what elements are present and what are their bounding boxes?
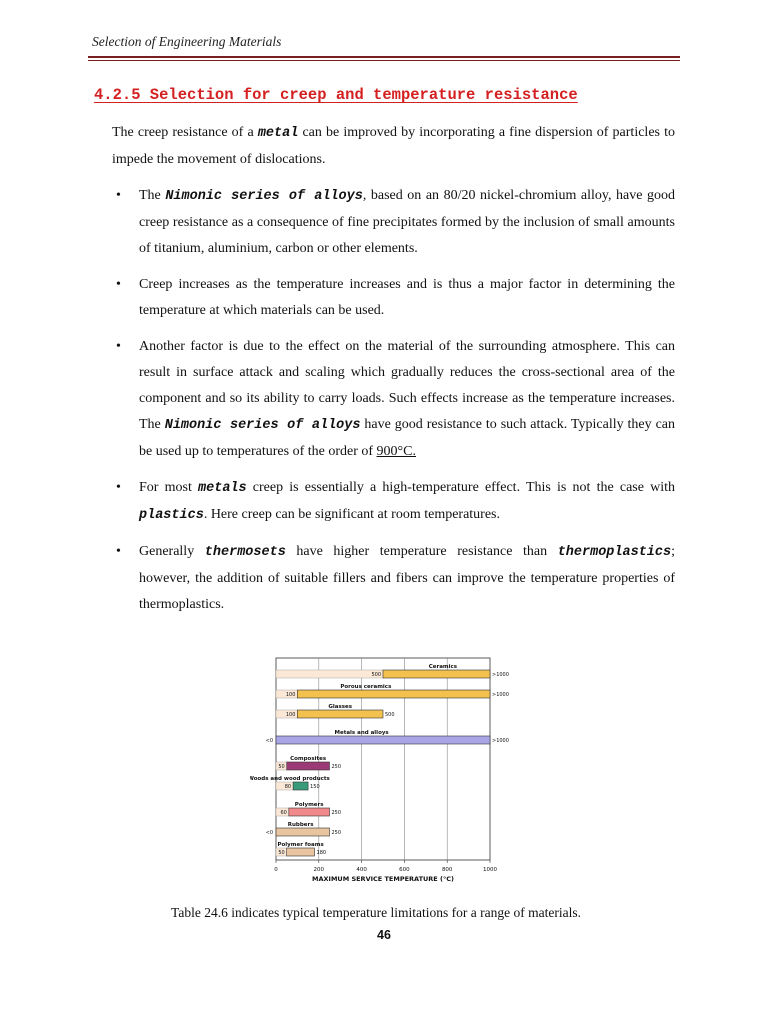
bar-high-label: 150 [310,784,320,790]
bullet-text: . Here creep can be significant at room temperatures. [203,507,501,522]
bar-low-label: 100 [285,692,296,698]
bullet-text: creep is essentially a high-temperature effect. This is not the case with [246,480,675,495]
bullet-text: Another factor is due to the effect on the material of the surrounding atmosphere. This can result in surface attack and scaling which gradually reduces the cross-sectional area of the component and so its ability to carry loads. Such effects increase as the temperature increases. The [139,339,675,432]
category-label: Glasses [328,704,353,710]
running-header: Selection of Engineering Materials [92,34,282,49]
term-nimonic: Nimonic series of alloys [164,418,361,433]
x-tick-label: 600 [399,867,410,873]
bullet-metals-plastics [112,475,675,529]
bar-low-label: <0 [265,738,273,744]
x-tick-label: 200 [313,867,325,873]
bullet-text: have good resistance to such attack. Typically they can be used up to temperatures of the order of [139,417,676,459]
category-label: Metals and alloys [334,730,389,736]
category-label: Rubbers [287,822,314,828]
bar-high-label: >1000 [492,672,509,678]
bar-low-label: 500 [371,672,381,678]
x-tick-label: 800 [441,867,453,873]
x-tick-label: 400 [356,867,367,873]
temperature-900: 900°C. [376,444,416,459]
bullet-text: , based on an 80/20 nickel-chromium alloy, have good creep resistance as a consequence of fine precipitates formed by the inclusion of small amounts of titanium, aluminium, carbon or other elements. [139,188,676,256]
bullet-text: ; however, the addition of suitable fillers and fibers can improve the temperature properties of thermoplastics. [139,544,675,612]
term-metal: metal [257,126,299,141]
term-nimonic: Nimonic series of alloys [165,189,363,204]
bullet-text: Generally [139,544,205,559]
bar [289,808,330,816]
bar [276,736,490,744]
bar [293,782,308,790]
bar-low-label: 100 [285,712,296,718]
header-rule-thin [88,60,680,61]
bar-low-label: <0 [265,830,273,836]
temperature-chart [250,650,510,890]
term-plastics: plastics [139,508,204,523]
bullet-list [112,183,675,618]
bullet-nimonic-creep [112,183,675,262]
bar-low-label: 60 [280,810,287,816]
figure-caption [0,905,768,921]
caption-text: Table 24.6 indicates typical temperature limitations for a range of materials. [171,905,581,920]
bar-high-label: 250 [331,830,342,836]
temperature-chart-svg [250,650,510,890]
x-tick-label: 1000 [483,867,497,873]
bar [297,710,383,718]
x-axis-label: MAXIMUM SERVICE TEMPERATURE (°C) [312,875,454,883]
bar-high-label: >1000 [492,738,509,744]
bar [383,670,490,678]
bar [276,828,330,836]
bar-low-label: 50 [278,850,285,856]
bullet-text: The [139,188,166,203]
intro-text-rest: can be improved by incorporating a fine dispersion of particles to impede the movement of dislocations. [112,125,675,167]
bullet-atmosphere [112,334,675,465]
bullet-creep-temperature [112,272,675,324]
header-rule-thick [88,56,680,58]
bar-low-label: 80 [284,784,292,790]
x-tick-label: 0 [274,867,278,873]
term-thermosets: thermosets [204,545,286,560]
bar-high-label: 250 [331,764,342,770]
bar-lead-segment [276,670,383,678]
bar [297,690,490,698]
category-label: Ceramics [428,664,458,670]
body-text [112,120,675,628]
bullet-text: For most [139,480,199,495]
bullet-text: have higher temperature resistance than [285,544,558,559]
category-label: Composites [290,756,327,762]
category-label: Porous ceramics [340,684,392,690]
page-number: 46 [377,928,391,942]
term-metals: metals [198,481,247,496]
category-label: Polymers [294,802,324,808]
bullet-thermosets [112,539,675,618]
term-thermoplastics: thermoplastics [557,545,672,560]
bullet-text: Creep increases as the temperature increases and is thus a major factor in determining the temperature at which materials can be used. [139,277,675,318]
intro-paragraph [112,120,675,173]
category-label: Polymer foams [277,842,324,848]
bar [287,762,330,770]
section-heading: 4.2.5 Selection for creep and temperature resistance [94,86,578,104]
bar-low-label: 50 [278,764,285,770]
bar-high-label: 250 [331,810,342,816]
bar-high-label: >1000 [492,692,509,698]
bar [287,848,315,856]
bar-high-label: 500 [385,712,395,718]
category-label: Woods and wood products [250,776,330,782]
intro-text: The creep resistance of a [112,125,258,140]
bar-high-label: 180 [316,850,327,856]
